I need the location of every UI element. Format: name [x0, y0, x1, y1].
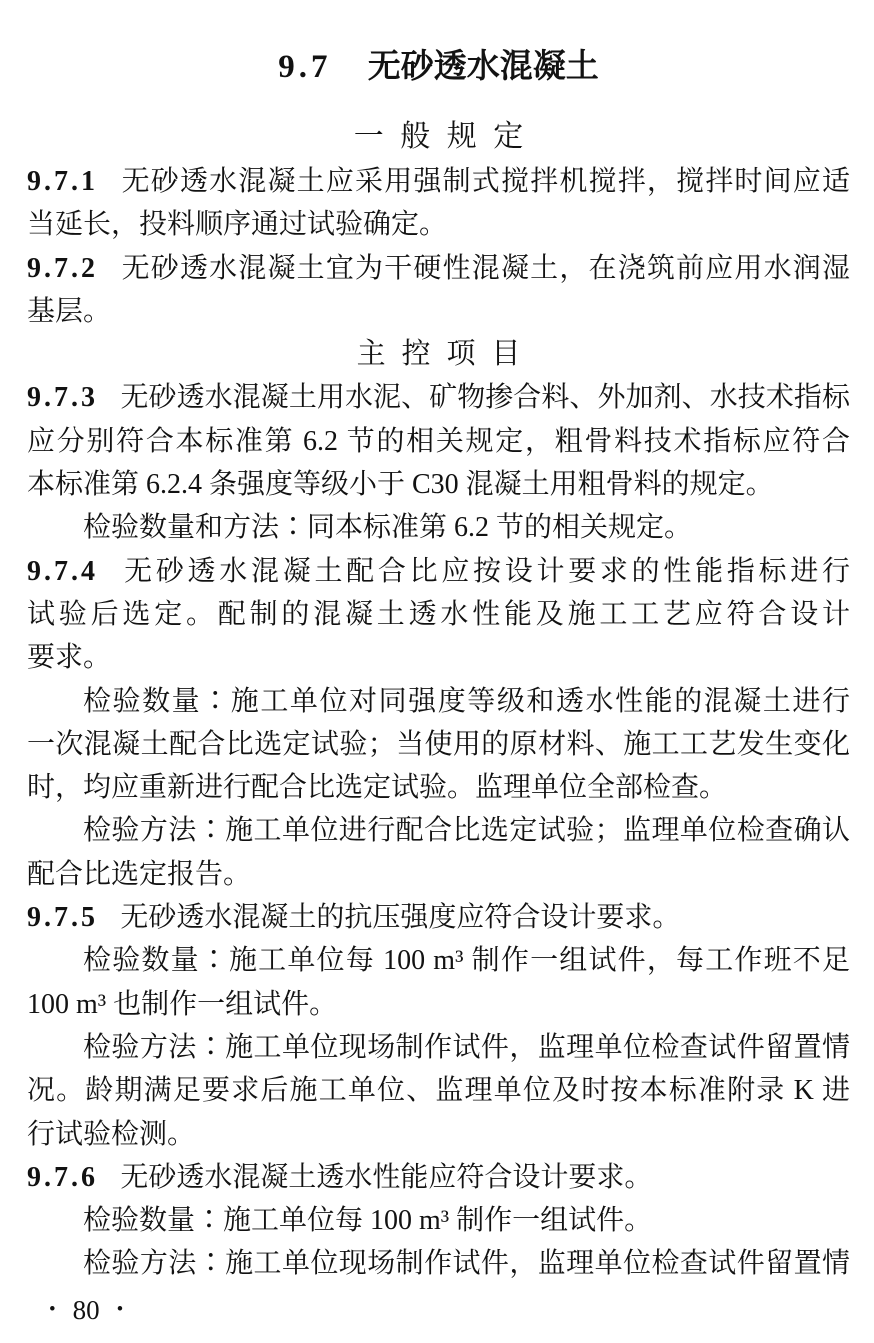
inspection-line	[27, 1242, 850, 1285]
footer-dot: •	[49, 1298, 56, 1320]
clause-text: 无砂透水混凝土应采用强制式搅拌机搅拌，搅拌时间应适	[120, 166, 850, 197]
clause-line	[27, 160, 850, 203]
clause-line	[27, 1069, 850, 1112]
clause-line	[27, 593, 850, 636]
clause-text: 配合比选定报告。	[27, 858, 252, 890]
footer-page-number: 80	[72, 1294, 100, 1325]
clause-number: 9.7.3	[27, 382, 98, 414]
clause-text: 基层。	[27, 295, 112, 327]
clause-text: 检验方法∶施工单位现场制作试件，监理单位检查试件留置情	[83, 1248, 850, 1280]
clause-line	[27, 463, 850, 506]
page-title	[27, 46, 850, 88]
inspection-line	[27, 1026, 850, 1069]
inspection-line	[27, 809, 850, 852]
clause-text: 本标准第 6.2.4 条强度等级小于 C30 混凝土用粗骨料的规定。	[27, 469, 774, 501]
clause-line	[27, 376, 850, 419]
clause-text: 无砂透水混凝土的抗压强度应符合设计要求。	[120, 902, 681, 934]
clause-line	[27, 1156, 850, 1199]
clause-text: 检验数量∶施工单位每 100 m³ 制作一组试件，每工作班不足	[83, 945, 850, 977]
clause-number: 9.7.6	[27, 1161, 98, 1193]
clause-text: 检验数量和方法∶同本标准第 6.2 节的相关规定。	[83, 512, 693, 544]
clause-number: 9.7.2	[27, 252, 98, 284]
body-text	[27, 160, 850, 1286]
clause-line	[27, 203, 850, 246]
clause-text: 时，均应重新进行配合比选定试验。监理单位全部检查。	[27, 772, 728, 804]
clause-line	[27, 766, 850, 809]
inspection-line	[27, 1199, 850, 1242]
clause-text: 无砂透水混凝土用水泥、矿物掺合料、外加剂、水技术指标	[120, 382, 850, 414]
clause-line	[27, 420, 850, 463]
clause-text: 检验方法∶施工单位进行配合比选定试验；监理单位检查确认	[83, 815, 850, 847]
footer-dot: •	[116, 1298, 124, 1320]
clause-text: 100 m³ 也制作一组试件。	[27, 988, 338, 1020]
clause-text: 况。龄期满足要求后施工单位、监理单位及时按本标准附录 K 进	[27, 1075, 850, 1107]
section-number: 9.7	[278, 49, 332, 85]
section-title: 无砂透水混凝土	[367, 49, 599, 85]
clause-text: 无砂透水混凝土宜为干硬性混凝土，在浇筑前应用水润湿	[120, 252, 850, 284]
inspection-line	[27, 506, 850, 549]
clause-text: 无砂透水混凝土配合比应按设计要求的性能指标进行	[120, 555, 850, 587]
clause-text: 检验数量∶施工单位每 100 m³ 制作一组试件。	[83, 1205, 653, 1237]
clause-line	[27, 1113, 850, 1156]
page-footer	[27, 1295, 850, 1325]
clause-line	[27, 853, 850, 896]
clause-line	[27, 247, 850, 290]
clause-number: 9.7.1	[27, 166, 98, 197]
clause-number: 9.7.5	[27, 902, 98, 934]
clause-number: 9.7.4	[27, 555, 98, 587]
clause-text: 检验数量∶施工单位对同强度等级和透水性能的混凝土进行	[83, 685, 850, 717]
section-heading-master-items: 主控项目	[356, 338, 537, 371]
inspection-line	[27, 939, 850, 982]
clause-text: 当延长，投料顺序通过试验确定。	[27, 209, 448, 241]
clause-text: 检验方法∶施工单位现场制作试件，监理单位检查试件留置情	[83, 1031, 850, 1063]
clause-line	[27, 550, 850, 593]
clause-line	[27, 896, 850, 939]
clause-text: 要求。	[27, 642, 112, 674]
clause-text: 无砂透水混凝土透水性能应符合设计要求。	[120, 1161, 653, 1193]
clause-line	[27, 983, 850, 1026]
clause-text: 应分别符合本标准第 6.2 节的相关规定，粗骨料技术指标应符合	[27, 425, 850, 457]
clause-line	[27, 723, 850, 766]
clause-text: 试验后选定。配制的混凝土透水性能及施工工艺应符合设计	[27, 598, 850, 630]
clause-line	[27, 636, 850, 679]
clause-text: 一次混凝土配合比选定试验；当使用的原材料、施工工艺发生变化	[27, 728, 850, 760]
section-heading-general: 一般规定	[353, 120, 540, 153]
clause-line	[27, 290, 850, 333]
inspection-line	[27, 680, 850, 723]
clause-text: 行试验检测。	[27, 1118, 196, 1150]
